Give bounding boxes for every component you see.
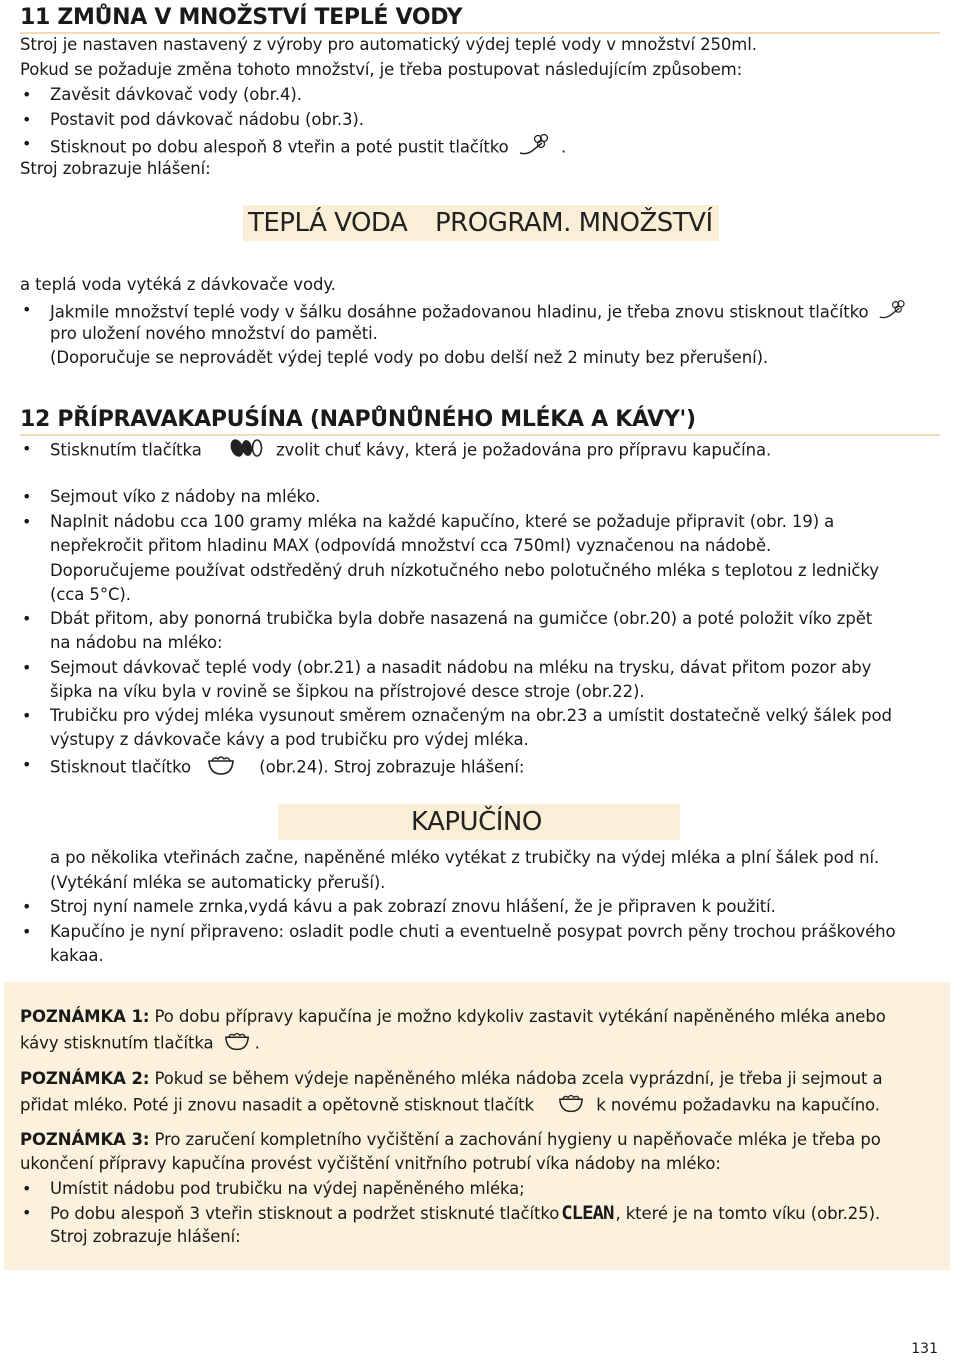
list-item: Umístit nádobu pod trubičku na výdej napěněného mléka; <box>50 1179 525 1198</box>
list-item-continuation: výstupy z dávkovače kávy a pod trubičku pro výdej mléka. <box>50 730 529 749</box>
cappuccino-cup-icon <box>557 1092 585 1120</box>
bullet: • <box>22 439 32 458</box>
display-text: KAPUČÍNO <box>411 807 542 837</box>
list-item-text-end: . <box>560 137 567 157</box>
note-1 <box>20 1006 886 1028</box>
list-item-continuation: na nádobu na mléko: <box>50 633 223 652</box>
bullet: • <box>22 658 32 677</box>
bullet: • <box>22 922 32 941</box>
cappuccino-cup-icon <box>223 1030 251 1058</box>
paragraph-line: (Vytékání mléka se automaticky přeruší). <box>50 873 386 892</box>
bullet: • <box>22 1179 32 1198</box>
hot-water-icon <box>878 299 908 327</box>
clean-button-label: CLEAN <box>561 1202 614 1224</box>
bullet: • <box>22 300 32 319</box>
bullet: • <box>22 755 32 774</box>
bullet: • <box>22 1203 32 1222</box>
list-item: Sejmout víko z nádoby na mléko. <box>50 487 321 506</box>
note-text: Po dobu přípravy kapučína je možno kdykoliv zastavit vytékání napěněného mléka anebo <box>149 1007 886 1026</box>
note-2 <box>20 1068 883 1090</box>
note-text: přidat mléko. Poté ji znovu nasadit a opětovně stisknout tlačítk <box>20 1095 534 1115</box>
page-number: 131 <box>911 1341 938 1357</box>
bullet: • <box>22 134 32 153</box>
list-item <box>50 754 524 782</box>
paragraph-line: a teplá voda vytéká z dávkovače vody. <box>20 275 336 294</box>
note-2-continuation <box>20 1092 880 1120</box>
paragraph-line: Pokud se požaduje změna tohoto množství, je třeba postupovat následujícím způsobem: <box>20 60 743 79</box>
note-text: kávy stisknutím tlačítka <box>20 1033 214 1053</box>
list-item-continuation: nepřekročit přitom hladinu MAX (odpovídá množství cca 750ml) vyznačenou na nádobě. <box>50 536 772 555</box>
bullet: • <box>22 897 32 916</box>
bullet: • <box>22 487 32 506</box>
list-item-continuation: pro uložení nového množství do paměti. <box>50 324 378 343</box>
list-item: Sejmout dávkovač teplé vody (obr.21) a nasadit nádobu na mléku na trysku, dávat přitom pozor aby <box>50 658 872 677</box>
display-message <box>278 804 680 840</box>
list-item-continuation: šipka na víku byla v rovině se šipkou na přístrojové desce stroje (obr.22). <box>50 682 645 701</box>
list-item-text: Stisknout tlačítko <box>50 757 191 777</box>
paragraph-line: Stroj je nastaven nastavený z výroby pro automatický výdej teplé vody v množství 250ml. <box>20 35 757 54</box>
list-item <box>50 438 771 464</box>
note-1-continuation <box>20 1030 260 1058</box>
list-item-text: , které je na tomto víku (obr.25). <box>615 1204 881 1223</box>
list-item <box>50 1202 880 1225</box>
bullet: • <box>22 85 32 104</box>
list-item-continuation: Doporučujeme používat odstředěný druh nízkotučného nebo polotučného mléka s teplotou z ledničky <box>50 561 879 580</box>
list-item: Trubičku pro výdej mléka vysunout směrem označeným na obr.23 a umístit dostatečně velký šálek pod <box>50 706 892 725</box>
display-message <box>243 205 719 241</box>
note-text: k novému požadavku na kapučíno. <box>596 1095 880 1115</box>
note-label: POZNÁMKA 2: <box>20 1069 150 1088</box>
note-text-end: . <box>254 1033 260 1053</box>
list-item: Zavěsit dávkovač vody (obr.4). <box>50 85 302 104</box>
list-item: Dbát přitom, aby ponorná trubička byla dobře nasazená na gumičce (obr.20) a poté položit víko zpět <box>50 609 873 628</box>
bullet: • <box>22 110 32 129</box>
cappuccino-cup-icon <box>206 754 236 782</box>
bullet: • <box>22 609 32 628</box>
list-item-text: Jakmile množství teplé vody v šálku dosáhne požadovanou hladinu, je třeba znovu stisknout tlačítko <box>50 302 869 322</box>
bullet: • <box>22 512 32 531</box>
section-11-heading: 11 ZMŮNA V MNOŽSTVÍ TEPLÉ VODY <box>20 4 940 34</box>
list-item-continuation: Stroj zobrazuje hlášení: <box>50 1227 241 1246</box>
note-3 <box>20 1129 881 1151</box>
note-text: Pokud se během výdeje napěněného mléka nádoba zcela vyprázdní, je třeba ji sejmout a <box>149 1069 883 1088</box>
list-item-text: (obr.24). Stroj zobrazuje hlášení: <box>259 757 525 777</box>
note-3-continuation: ukončení přípravy kapučína provést vyčištění vnitřního potrubí víka nádoby na mléko: <box>20 1154 721 1173</box>
list-item-text: zvolit chuť kávy, která je požadována pro přípravu kapučína. <box>276 440 772 460</box>
note-text: Pro zaručení kompletního vyčištění a zachování hygieny u napěňovače mléka je třeba po <box>149 1130 881 1149</box>
list-item-text: Po dobu alespoň 3 vteřin stisknout a podržet stisknuté tlačítko <box>50 1204 560 1223</box>
paragraph-line: a po několika vteřinách začne, napěněné mléko vytékat z trubičky na výdej mléka a plní šálek pod ní. <box>50 848 880 867</box>
list-item: Naplnit nádobu cca 100 gramy mléka na každé kapučíno, které se požaduje připravit (obr. 19) a <box>50 512 835 531</box>
hot-water-icon <box>518 133 552 163</box>
list-item: Kapučíno je nyní připraveno: osladit podle chuti a eventuelně posypat povrch pěny trochou práškového <box>50 922 896 941</box>
display-left-text: TEPLÁ VODA <box>248 208 408 238</box>
list-item: Stroj nyní namele zrnka,vydá kávu a pak zobrazí znovu hlášení, že je připraven k použití. <box>50 897 776 916</box>
list-item-continuation: (cca 5°C). <box>50 585 131 604</box>
list-item: Postavit pod dávkovač nádobu (obr.3). <box>50 110 364 129</box>
coffee-beans-icon <box>229 438 263 464</box>
note-label: POZNÁMKA 3: <box>20 1130 150 1149</box>
note-label: POZNÁMKA 1: <box>20 1007 150 1026</box>
list-item-text: Stisknutím tlačítka <box>50 440 202 460</box>
paragraph-line: Stroj zobrazuje hlášení: <box>20 159 211 178</box>
bullet: • <box>22 706 32 725</box>
list-item-continuation: (Doporučuje se neprovádět výdej teplé vody po dobu delší než 2 minuty bez přerušení). <box>50 348 769 367</box>
list-item-text: Stisknout po dobu alespoň 8 vteřin a poté pustit tlačítko <box>50 137 509 157</box>
list-item-continuation: kakaa. <box>50 946 104 965</box>
section-12-heading: 12 PŘÍPRAVAKAPUŚÍNA (NAPŮNŮNÉHO MLÉKA A KÁVY') <box>20 406 940 436</box>
display-right-text: PROGRAM. MNOŽSTVÍ <box>435 208 713 238</box>
